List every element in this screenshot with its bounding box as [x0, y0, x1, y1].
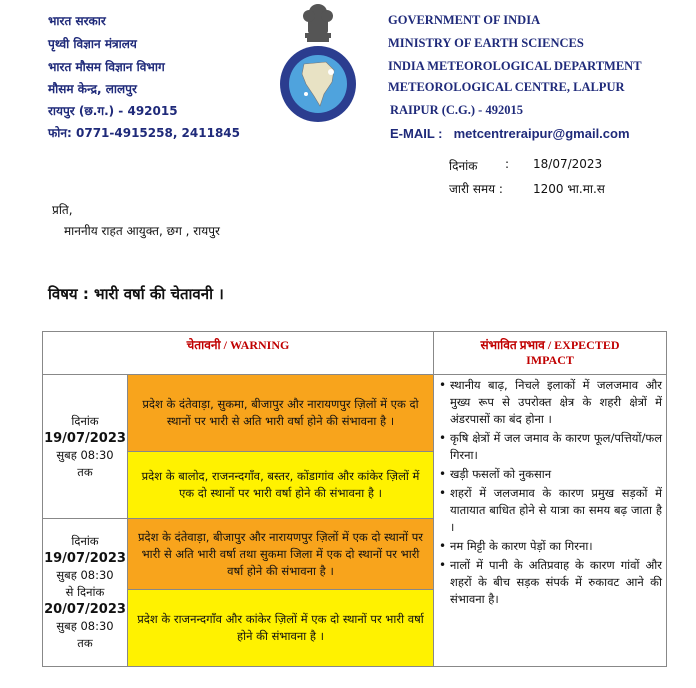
impact-header — [434, 332, 667, 375]
impact-list — [438, 377, 662, 608]
impact-header-line-2: IMPACT — [526, 353, 574, 367]
block1-time: सुबह 08:30 — [56, 447, 114, 462]
header-english-line-2: MINISTRY OF EARTH SCIENCES — [388, 36, 584, 50]
block2-date-to: 20/07/2023 — [44, 602, 126, 617]
block2-warning-orange: प्रदेश के दंतेवाड़ा, बीजापुर और नारायणपुर ज़िलों में एक दो स्थानों पर भारी से अति भारी वर्षा तथा सुकमा जिला में एक दो स्थानों पर भारी वर्षा होने की संभावना है । — [128, 519, 434, 590]
table-row — [43, 375, 667, 452]
national-emblem-icon — [276, 2, 360, 132]
issue-date-label: दिनांक — [449, 159, 478, 173]
issue-date-sep: : — [505, 157, 510, 171]
letter-recipient: माननीय राहत आयुक्त, छग , रायपुर — [64, 224, 220, 238]
header-email-row — [390, 123, 630, 142]
block2-until: तक — [77, 636, 93, 650]
header-english-line-3: INDIA METEOROLOGICAL DEPARTMENT — [388, 59, 642, 73]
block2-date-label: दिनांक — [71, 534, 99, 548]
warning-table — [42, 331, 667, 667]
imd-logo — [276, 2, 360, 132]
header-english-line-4: METEOROLOGICAL CENTRE, LALPUR — [388, 80, 625, 94]
issue-time-label: जारी समय : — [449, 182, 503, 196]
block2-date-cell — [43, 519, 128, 667]
letter-to: प्रति, — [52, 203, 73, 217]
impact-item-5: • नम मिट्टी के कारण पेड़ों का गिरना। — [448, 538, 662, 555]
block1-warning-yellow: प्रदेश के बालोद, राजनन्दगाँव, बस्तर, कोंडागांव और कांकेर ज़िलों में एक दो स्थानों पर भारी वर्षा होने की संभावना है । — [128, 452, 434, 519]
block1-date-cell — [43, 375, 128, 519]
warning-header: चेतावनी / WARNING — [43, 332, 434, 375]
header-hindi-line-3: भारत मौसम विज्ञान विभाग — [48, 60, 165, 74]
block1-warning-orange: प्रदेश के दंतेवाड़ा, सुकमा, बीजापुर और नारायणपुर ज़िलों में एक दो स्थानों पर भारी से अति भारी वर्षा होने की संभावना है । — [128, 375, 434, 452]
block1-date: 19/07/2023 — [44, 430, 126, 446]
table-header-row — [43, 332, 667, 375]
impact-item-1: • स्थानीय बाढ़, निचले इलाकों में जलजमाव और मुख्य रूप से उपरोक्त क्षेत्र के शहरी क्षेत्रों में अंडरपासों का बंद होना । — [448, 377, 662, 428]
header-hindi-line-1: भारत सरकार — [48, 14, 106, 28]
header-hindi-line-5: रायपुर (छ.ग.) - 492015 — [48, 104, 178, 118]
block2-date-from: 19/07/2023 — [44, 551, 126, 566]
block2-to-date-label: से दिनांक — [65, 585, 105, 599]
header-hindi-line-4: मौसम केन्द्र, लालपुर — [48, 82, 137, 96]
header-english-line-1: GOVERNMENT OF INDIA — [388, 13, 541, 27]
impact-item-3: • खड़ी फसलों को नुकसान — [448, 466, 662, 483]
issue-time-value: 1200 भा.मा.स — [533, 182, 605, 196]
impact-item-2: • कृषि क्षेत्रों में जल जमाव के कारण फूल/पत्तियों/फल गिरना। — [448, 430, 662, 464]
impact-header-line-1: संभावित प्रभाव / EXPECTED — [480, 338, 620, 352]
header-hindi-line-2: पृथ्वी विज्ञान मंत्रालय — [48, 37, 137, 51]
impact-item-6: • नालों में पानी के अतिप्रवाह के कारण गांवों और शहरों के बीच सड़क संपर्क में रुकावट आने की संभावना है। — [448, 557, 662, 608]
header-phone: फोन: 0771-4915258, 2411845 — [48, 126, 241, 140]
block2-time-from: सुबह 08:30 — [56, 568, 114, 582]
email-link[interactable]: metcentreraipur@gmail.com — [453, 126, 630, 141]
email-label: E-MAIL : — [390, 126, 443, 141]
impact-cell — [434, 375, 667, 667]
issue-date-value: 18/07/2023 — [533, 157, 603, 171]
block2-warning-yellow: प्रदेश के राजनन्दगाँव और कांकेर ज़िलों में एक दो स्थानों पर भारी वर्षा होने की संभावना है । — [128, 590, 434, 667]
block1-until: तक — [77, 464, 93, 479]
impact-item-4: • शहरों में जलजमाव के कारण प्रमुख सड़कों में यातायात बाधित होने से यात्रा का समय बढ़ जाता है । — [448, 485, 662, 536]
letter-subject: विषय : भारी वर्षा की चेतावनी । — [48, 285, 224, 303]
block2-time-to: सुबह 08:30 — [56, 619, 114, 633]
block1-date-label: दिनांक — [71, 413, 99, 428]
header-english-line-5: RAIPUR (C.G.) - 492015 — [390, 103, 523, 117]
